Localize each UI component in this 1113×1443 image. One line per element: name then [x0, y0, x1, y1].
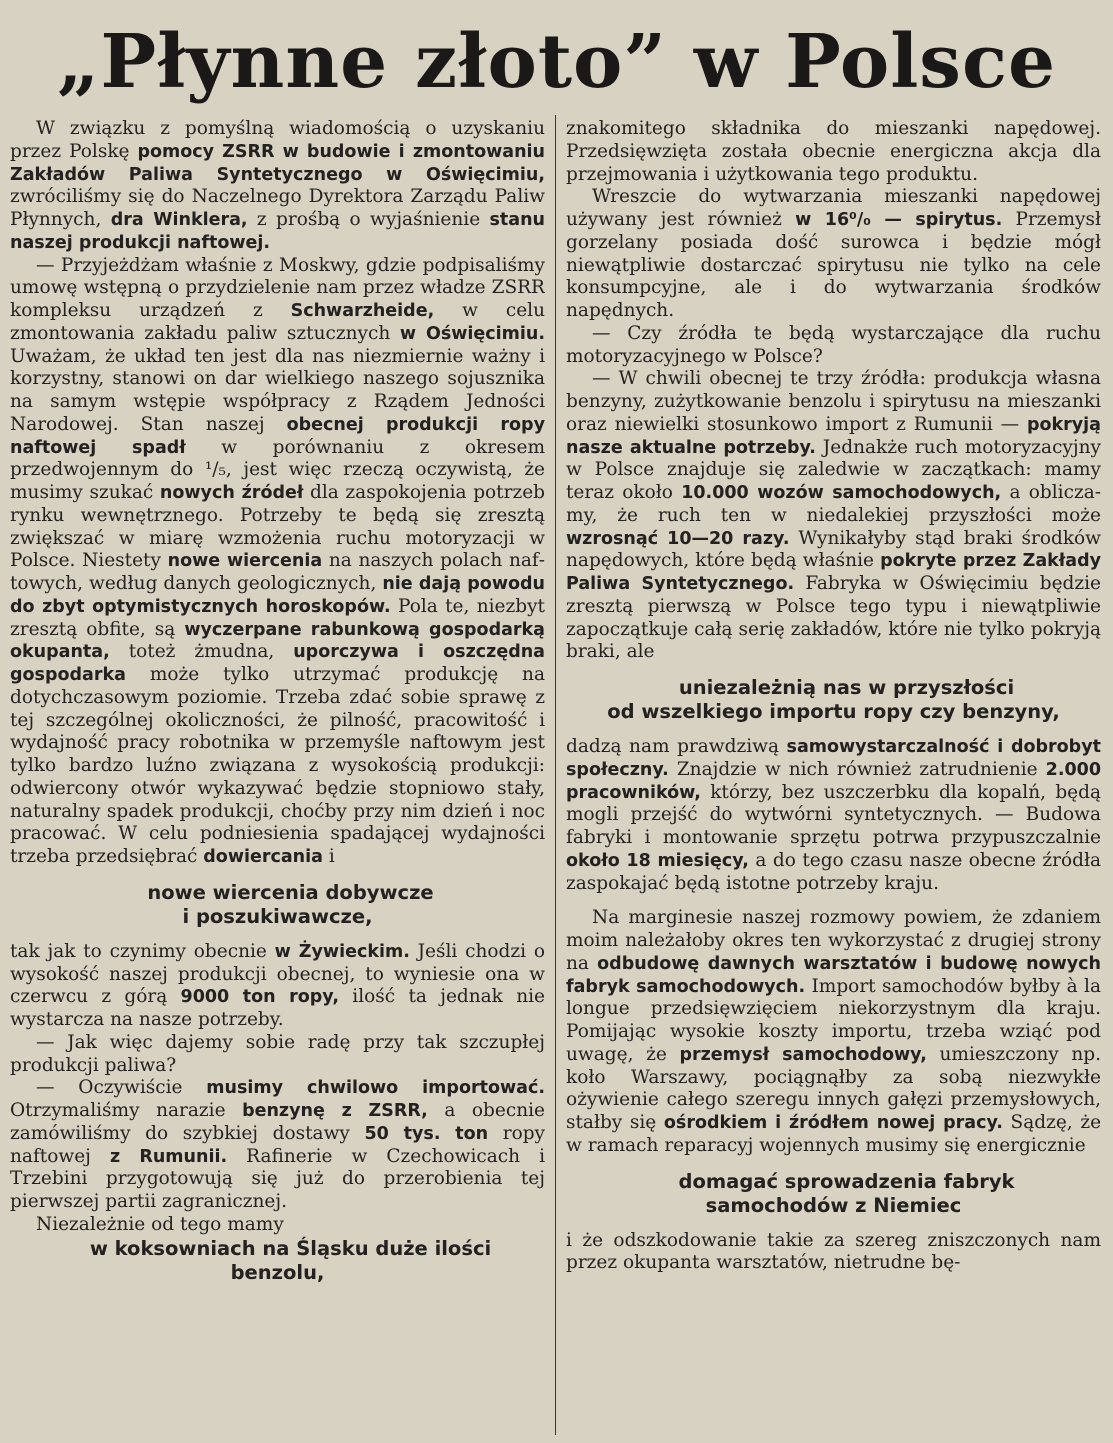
subheading: domagać sprowadzenia fabryk samochodów z Niemiec	[678, 1169, 1015, 1217]
subheading: uniezależnią nas w przyszłości od wszelkiego importu ropy czy benzyny,	[607, 676, 1060, 723]
left-column	[10, 118, 545, 1436]
paragraph	[10, 1214, 545, 1237]
text: i	[322, 846, 335, 867]
text: toteż żmudna,	[109, 641, 294, 663]
article-title: „Płynne złoto” w Polsce	[56, 19, 1057, 105]
text: z prośbą o wyjaśnienie	[247, 209, 490, 230]
text: Znajdzie w nich również zatrudnienie	[668, 758, 1046, 780]
paragraph	[566, 368, 1101, 664]
text: Rafinerie w Czechowicach i Trzebini przygotowują się już do przerobienia tej pierwszej partii zagranicznej.	[10, 1145, 545, 1212]
bold-text: około 18 miesięcy,	[566, 850, 749, 871]
paragraph	[566, 118, 1101, 186]
bold-text: 50 tys. ton	[364, 1123, 489, 1144]
bold-text: odbudowę dawnych warsztatów i budowę nowych fabryk samochodowych.	[566, 953, 1101, 997]
text: którzy, bez uszczerbku dla kopalń, będą mogli przejść do wytwórni syntetycznych. — Budowa fabryki i montowanie sprzętu potrwa przypuszczalnie	[566, 781, 1101, 848]
bold-text: Schwarzheide,	[290, 301, 435, 321]
subheading: nowe wiercenia dobywcze i poszukiwawcze,	[147, 880, 434, 928]
paragraph	[10, 1032, 545, 1078]
paragraph	[10, 118, 545, 255]
text: na naszych polach naftowych, według danych geologicznych,	[10, 550, 545, 594]
right-column	[566, 118, 1101, 1436]
bold-text: dowiercania	[203, 847, 323, 867]
text: znakomitego składnika do mieszanki napędowej. Przedsięwzięta została obecnie energiczna akcja dla przejmowania i użytkowania tego produktu.	[566, 118, 1101, 185]
bold-text: stanu naszej produkcji naftowej.	[10, 210, 545, 253]
text: Wreszcie do wytwarzania mieszanki napędowej używany jest również	[566, 186, 1101, 230]
paragraph	[566, 323, 1101, 369]
text: a obliczamy, że ruch ten w niedalekiej przyszłości może	[566, 482, 1101, 526]
bold-text: nowe wiercenia	[167, 551, 323, 572]
paragraph	[566, 736, 1101, 895]
text: Wynikałyby stąd braki środków napędowych, które będą właśnie	[566, 527, 1101, 572]
text: dadzą nam prawdziwą	[566, 736, 787, 757]
text: a do tego czasu nasze obecne źródła zaspokajać będą istotne potrzeby kraju.	[566, 849, 1101, 894]
text: umieszczony np. koło Warszawy, pociągnąłby za sobą niezwykłe ożywienie całego szeregu innych gałęzi przemysłowych, stałby się	[566, 1043, 1101, 1133]
text: w porównaniu z okresem przedwojennym do ¹/₅, jest więc rzeczą oczywistą, że musimy szukać	[10, 436, 545, 503]
text: w celu zmontowania zakładu paliw sztucznych	[10, 300, 545, 344]
text: W związku z pomyślną wiadomością o uzyskaniu przez Polskę	[10, 118, 545, 162]
text: Sądzę, że w ramach reparacyj wojennych musimy się energicznie	[566, 1112, 1101, 1156]
paragraph	[566, 186, 1101, 323]
bold-text: wyczerpane rabunkową gospodarką okupanta,	[10, 619, 545, 663]
paragraph	[566, 1230, 1101, 1276]
bold-text: pokryją nasze aktualne potrzeby.	[566, 414, 1101, 458]
bold-text: nowych źródeł	[159, 483, 304, 503]
paragraph	[10, 1077, 545, 1214]
text: Pola te, niezbyt zresztą obfite, są	[10, 595, 545, 640]
text: dla zaspokojenia potrzeb rynku wewnętrznego. Potrzeby te będą się zresztą zwiększać w miarę wzmożenia ruchu motoryzacji w Polsce. Niestety	[10, 482, 545, 572]
text: i że odszkodowanie takie za szereg zniszczonych nam przez okupanta warsztatów, nietrudne bę-	[566, 1229, 1101, 1274]
bold-text: obecnej produkcji ropy naftowej spadł	[10, 414, 545, 458]
text: Otrzymaliśmy narazie	[10, 1100, 243, 1121]
column-divider	[555, 115, 556, 1435]
bold-text: wzrosnąć 10—20 razy.	[566, 528, 790, 549]
bold-text: benzynę z ZSRR,	[242, 1101, 428, 1121]
text: a obecnie zamówiliśmy do szybkiej dostawy	[10, 1100, 545, 1144]
text: Uważam, że układ ten jest dla nas niezmiernie ważny i korzystny, stanowi on dar wielkiego naszego sojusznika na samym wstępie współpracy z Rządem Jedności Narodowej. Stan naszej	[10, 345, 545, 435]
bold-text: w Oświęcimiu.	[399, 323, 545, 344]
text: — W chwili obecnej te trzy źródła: produkcja własna benzyny, zużytkowanie benzolu i spirytusu na mieszanki oraz niewielki stosunkowo import z Rumunii —	[566, 368, 1101, 435]
text: — Oczywiście	[36, 1077, 207, 1099]
bold-text: 2.000 pracowników,	[566, 759, 1101, 803]
bold-text: 10.000 wozów samochodowych,	[681, 483, 1002, 503]
bold-text: z Rumunii.	[109, 1146, 228, 1167]
text: Import samochodów byłby à la longue przedsięwzięciem niekorzystnym dla kraju. Pomijając wysokie koszty importu, trzeba wziąć pod uwagę, że	[566, 975, 1101, 1065]
text: Przemysł gorzelany posiada dość surowca i będzie mógł niewątpliwie dostarczać spirytusu nie tylko na cele konsumpcyjne, ale i do wytwarzania środków napędnych.	[566, 209, 1101, 321]
subheading: w koksowniach na Śląsku duże ilości benzolu,	[89, 1236, 492, 1284]
bold-text: przemysł samochodowy,	[679, 1044, 927, 1065]
paragraph	[566, 907, 1101, 1157]
text: zwróciliśmy się do Naczelnego Dyrektora Zarządu Paliw Płynnych,	[10, 186, 545, 230]
bold-text: musimy chwilowo importować.	[206, 1078, 545, 1099]
text: tak jak to czynimy obecnie	[10, 940, 275, 962]
bold-text: dra Winklera,	[110, 210, 248, 230]
text: ilość ta jednak nie wystarcza na nasze potrzeby.	[10, 986, 545, 1030]
bold-text: 9000 ton ropy,	[180, 987, 339, 1008]
bold-text: w Żywieckim.	[274, 941, 410, 962]
bold-text: uporczywa i oszczędna gospodarka	[10, 642, 545, 685]
text: może tylko utrzymać produkcję na dotychczasowym poziomie. Trzeba zdać sobie sprawę z tej szczególnej okoliczności, że pilność, pracowitość i wydajność pracy robotnika w przemyśle naftowym jest tylko bardzo luźno związana z wysokością produkcji: odwiercony otwór wykazywać będzie stopniowo stały, naturalny spadek produkcji, choćby przy nim dzień i noc pracować. W celu podniesienia spadającej wydajności trzeba przedsiębrać	[10, 664, 545, 867]
bold-text: samowystarczalność i dobrobyt społeczny.	[566, 737, 1101, 780]
text: Na marginesie naszej rozmowy powiem, że zdaniem moim należałoby okres ten wykorzystać z drugiej strony na	[566, 907, 1101, 974]
bold-text: w 16⁰/₀ — spirytus.	[795, 210, 1003, 230]
text: — Przyjeżdżam właśnie z Moskwy, gdzie podpisaliśmy umowę wstępną o przydzielenie nam przez władze ZSRR kompleksu urządzeń z	[10, 254, 545, 321]
bold-text: pokryte przez Zakłady Paliwa Syntetycznego.	[566, 551, 1101, 594]
paragraph	[10, 941, 545, 1032]
paragraph	[10, 255, 545, 869]
text: — Jak więc dajemy sobie radę przy tak szczupłej produkcji paliwa?	[10, 1031, 545, 1076]
bold-text: pomocy ZSRR w budowie i zmontowaniu Zakładów Paliwa Syntetycznego w Oświęcimiu,	[10, 141, 545, 185]
bold-text: ośrodkiem i źródłem nowej pracy.	[663, 1113, 1003, 1133]
bold-text: nie dają powodu do zbyt optymistycznych horoskopów.	[10, 574, 545, 617]
text: ropy naftowej	[10, 1122, 545, 1167]
text: Jeśli chodzi o wysokość naszej produkcji obecnej, to wyniesie ona w czerwcu z górą	[10, 940, 545, 1008]
text: Fabryka w Oświęcimiu będzie zresztą pierwszą w Polsce tego typu i niewątpliwie zapoczątkuje całą serię zakładów, które nie tylko pokryją braki, ale	[566, 573, 1101, 663]
text: Niezależnie od tego mamy	[36, 1213, 284, 1235]
text: Jednakże ruch motoryzacyjny w Polsce znajduje się zaledwie w zaczątkach: mamy teraz około	[566, 436, 1101, 503]
text: — Czy źródła te będą wystarczające dla ruchu motoryzacyjnego w Polsce?	[566, 322, 1101, 367]
